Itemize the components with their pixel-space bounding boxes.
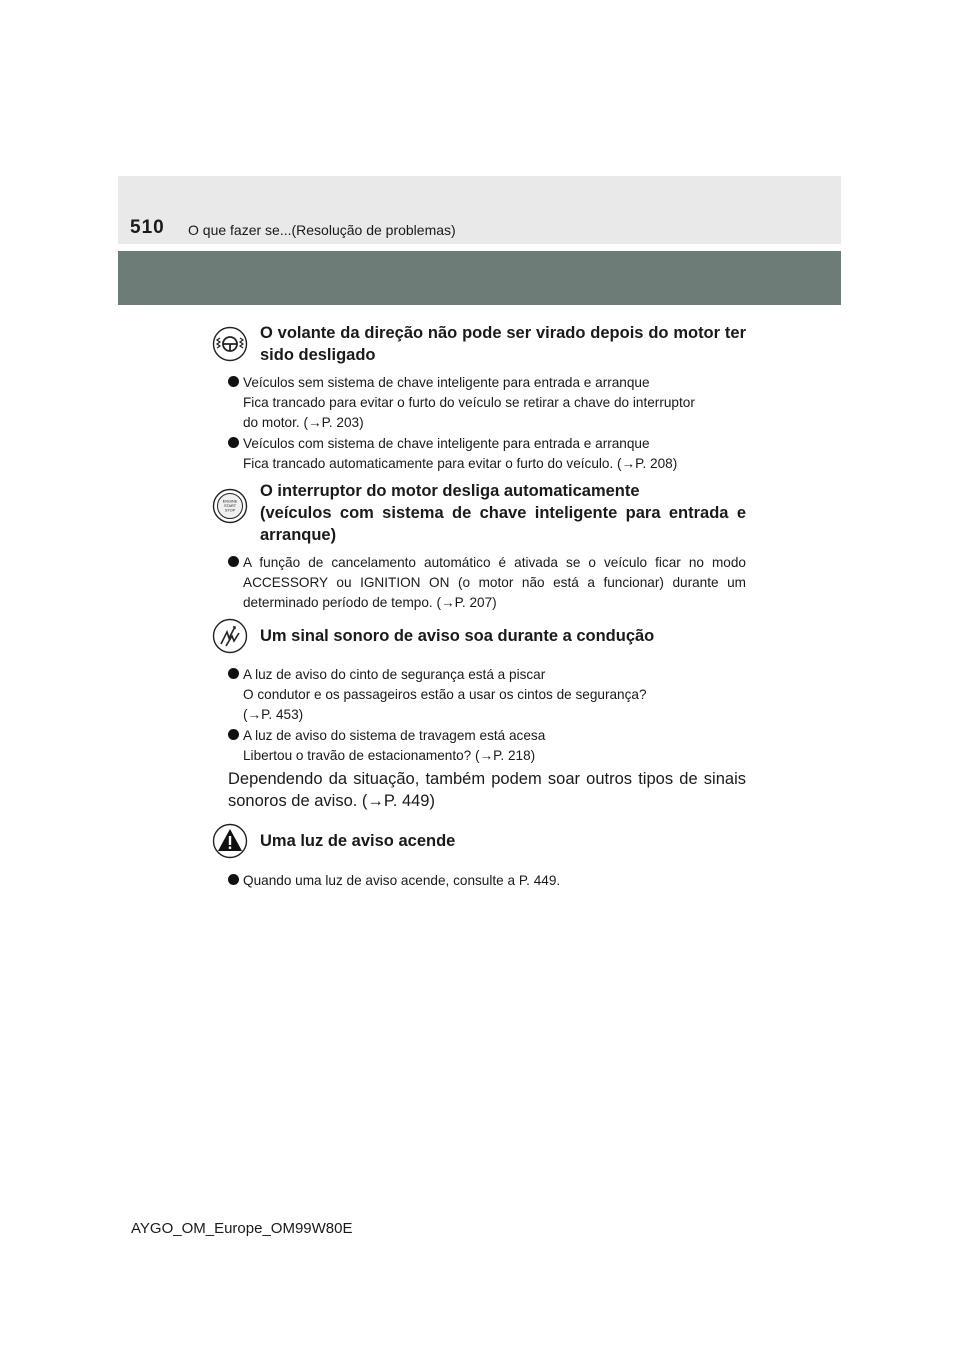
body-paragraph: Dependendo da situação, também podem soar outros tipos de sinais sonoros de aviso. (→P. 449) — [228, 770, 746, 810]
title-line: (veículos com sistema de chave inteligente para entrada e — [260, 504, 746, 522]
bullet-text: A função de cancelamento automático é ativada se o veículo ficar no modo ACCESSORY ou IGNITION ON (o motor não está a funcionar) durante um determinado período de tempo. (→P. 207) — [243, 555, 746, 610]
bullet-line: A luz de aviso do cinto de segurança está a piscar — [243, 667, 546, 682]
engine-start-stop-icon — [212, 488, 248, 524]
footer-doc-code: AYGO_OM_Europe_OM99W80E — [131, 1220, 353, 1237]
bullet-dot — [228, 668, 239, 679]
title-line: arranque) — [260, 526, 337, 544]
bullet-line: Veículos sem sistema de chave inteligente para entrada e arranque — [243, 375, 650, 390]
section-title: Um sinal sonoro de aviso soa durante a condução — [260, 627, 655, 645]
icon-label: ENGINE — [222, 499, 238, 504]
icon-label: STOP — [224, 508, 236, 513]
section-title — [260, 480, 746, 546]
bullet-dot — [228, 729, 239, 740]
bullet-item — [228, 553, 746, 613]
bullet-line: O condutor e os passageiros estão a usar os cintos de segurança? — [243, 687, 647, 702]
section-title: Uma luz de aviso acende — [260, 832, 456, 850]
bullet-line: do motor. (→P. 203) — [243, 415, 364, 430]
page-number: 510 — [130, 217, 165, 238]
warning-exclamation-icon — [212, 823, 248, 859]
bullet-item — [228, 726, 746, 766]
bullet-dot — [228, 556, 239, 567]
bullet-dot — [228, 376, 239, 387]
bullet-line: Veículos com sistema de chave inteligente para entrada e arranque — [243, 436, 650, 451]
bullet-dot — [228, 437, 239, 448]
bullet-item — [228, 665, 746, 725]
bullet-line: Fica trancado para evitar o furto do veículo se retirar a chave do interruptor — [243, 395, 695, 410]
bullet-line: A luz de aviso do sistema de travagem está acesa — [243, 728, 546, 743]
bullet-item — [228, 434, 746, 474]
bullet-line: Libertou o travão de estacionamento? (→P. 218) — [243, 748, 536, 763]
chapter-title: O que fazer se...(Resolução de problemas) — [188, 222, 456, 238]
warning-buzzer-icon — [212, 618, 248, 654]
bullet-line: (→P. 453) — [243, 707, 304, 722]
bullet-item — [228, 871, 746, 891]
bullet-line: Fica trancado automaticamente para evitar o furto do veículo. (→P. 208) — [243, 456, 678, 471]
bullet-text: Quando uma luz de aviso acende, consulte a P. 449. — [243, 873, 561, 888]
section-title: O volante da direção não pode ser virado depois do motor ter sido desligado — [260, 324, 746, 364]
section-divider-bar — [118, 251, 841, 305]
bullet-item — [228, 373, 746, 433]
icon-label: START — [223, 504, 237, 508]
bullet-dot — [228, 874, 239, 885]
title-line: O interruptor do motor desliga automaticamente — [260, 482, 640, 500]
steering-lock-icon — [212, 326, 248, 362]
